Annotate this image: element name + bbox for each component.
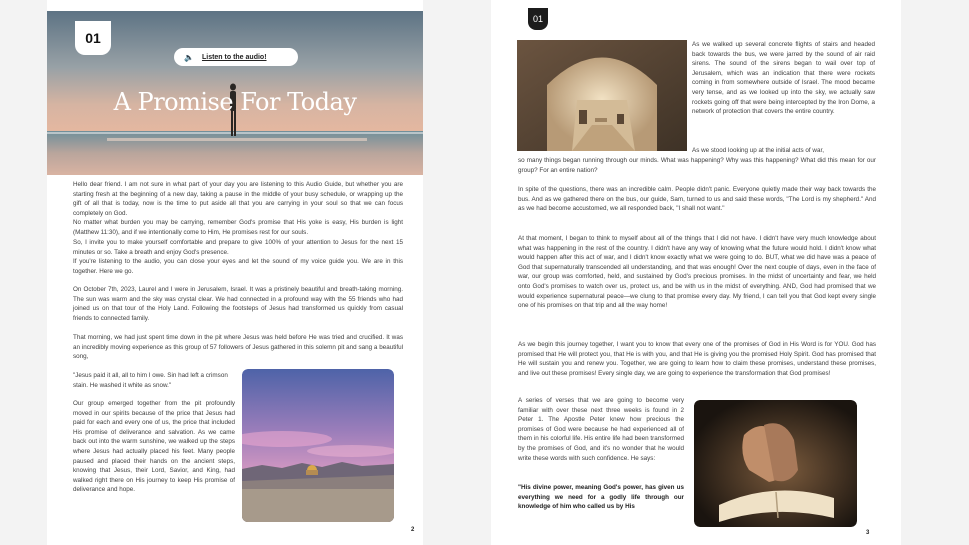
listen-audio-button[interactable] (174, 48, 298, 66)
praying-hands-image (694, 400, 857, 527)
sirens-paragraph: As we walked up several concrete flights of stairs and headed back towards the bus, we were jarred by the sound of air raid sirens. The sound of the sirens began to wail over top of Jerusalem, which was an indication that there were rockets coming in from somewhere outside of Israel. The mood became very tense, and as we looked up into the sky, we actually saw rockets going off that were being intercepted by the Iron Dome, a network of protection that covers the entire country. (692, 41, 875, 116)
page-number: 2 (411, 527, 415, 533)
old-city-alley-image (517, 40, 687, 151)
october-paragraph: On October 7th, 2023, Laurel and I were in Jerusalem, Israel. It was a pristinely beautiful and breath-taking morning. The sun was warm and the sky was crystal clear. We had connected in a profound way with the 55 friends who had joined us on that tour of the Holy Land. Following the footsteps of Jesus had transformed us quickly from casual friends to connected family. (73, 286, 403, 322)
listen-audio-label: Listen to the audio! (201, 53, 267, 61)
speaker-icon: 🔈 (184, 52, 194, 62)
lesson-badge: 01 (75, 21, 111, 55)
moment-paragraph: At that moment, I began to think to myself about all of the things that I did not have. I didn't have very much knowledge about what was happening in the rest of the country. I didn't have any way of knowing what the future would hold. I didn't know what would happen after this act of war, and I didn't know exactly what we were going to do. BUT, what we did have was a peace of God that supernaturally transcended all understanding, and that was enough! Over the next couple of days, even in the face of war, our group was comforted, held, and sustained by God's precious promises. In the midst of uncertainty and fear, we held onto God's promises to watch over us, protect us, and be with us in the midst of everything. AND, God had promised that we would experience supernatural peace—we clung to that promise every day. My friend, I can tell you that God kept every single one of his promises on that trip and all the way home! (518, 235, 876, 310)
stood-paragraph-start: As we stood looking up at the initial acts of war, (692, 147, 824, 154)
jerusalem-image (242, 369, 394, 522)
intro-paragraph: Hello dear friend. I am not sure in what part of your day you are listening to this Audio Guide, but whether you are starting fresh at the beginning of a new day, taking a pause in the middle of your busy schedule, or wrapping up the gift of all that is today, now is the time to put aside all that you are carrying in your soul so that we can focus completely on God. (73, 181, 403, 217)
emerged-paragraph: Our group emerged together from the pit profoundly moved in our spirits because of the price that Jesus had paid for each and every one of us, the price that included His promise of deliverance and salvation. As we came back out into the warm sunshine, we walked up the steps where Jesus had actually placed his feet. Many people paused and placed their hands on the ancient steps, knowing that Jesus, their Lord, Savior, and King, had walked right there on His journey to keep His promise of deliverance and hope. (73, 400, 235, 494)
right-page (491, 0, 901, 545)
hero-banner (47, 11, 423, 175)
scripture-quote: "His divine power, meaning God's power, has given us everything we need for a godly life through our knowledge of him who called us by His (518, 484, 684, 511)
stood-paragraph-end: so many things began running through our minds. What was happening? Why was this happening? What did this mean for our group? For an entire nation? (518, 157, 876, 174)
calm-paragraph: In spite of the questions, there was an incredible calm. People didn't panic. Everyone quietly made their way back towards the bus. And as we gathered there on the bus, our guide, Sam, turned to us and said these words, "The Lord is my shepherd." And as we had become accustomed, we all responded back, "I shall not want." (518, 186, 876, 213)
song-quote: "Jesus paid it all, all to him I owe. Sin had left a crimson stain. He washed it white as snow." (73, 372, 228, 389)
page-title: A Promise For Today (113, 88, 357, 116)
burden-paragraph: No matter what burden you may be carrying, remember God's promise that His yoke is easy, His burden is light (Matthew 11:30), and if we intentionally come to Him, He promises rest for our souls. (73, 219, 403, 236)
listening-paragraph: If you're listening to the audio, you can close your eyes and let the sound of my voice guide you. We are in this together. Here we go. (73, 258, 403, 275)
lesson-badge: 01 (528, 8, 548, 30)
verses-paragraph: A series of verses that we are going to become very familiar with over these next three weeks is found in 2 Peter 1. The Apostle Peter knew how precious the promises of God were because he had experienced all of them in his colorful life. His entire life had been transformed by the promises of God, and it's no wonder that he would write these words with such confidence. He says: (518, 397, 684, 462)
journey-paragraph: As we begin this journey together, I want you to know that every one of the promises of God in His Word is for YOU. God has promised that He will protect you, that He is with you, and that He is giving you the promised Holy Spirit. God has promised that He will sustain you and renew you. Together, we are going to learn how to claim these promises, understand these promises, and live out these promises! Every single day, we are going to experience the transformation that God promises! (518, 341, 876, 377)
invite-paragraph: So, I invite you to make yourself comfortable and prepare to give 100% of your attention to Jesus for the next 15 minutes or so. Take a breath and enjoy God's presence. (73, 239, 403, 256)
left-page (47, 0, 423, 545)
pit-paragraph: That morning, we had just spent time down in the pit where Jesus was held before He was tried and crucified. It was an incredibly moving experience as this group of 57 followers of Jesus gathered in this solemn pit and sang a beautiful song, (73, 334, 403, 361)
page-number: 3 (866, 530, 870, 536)
